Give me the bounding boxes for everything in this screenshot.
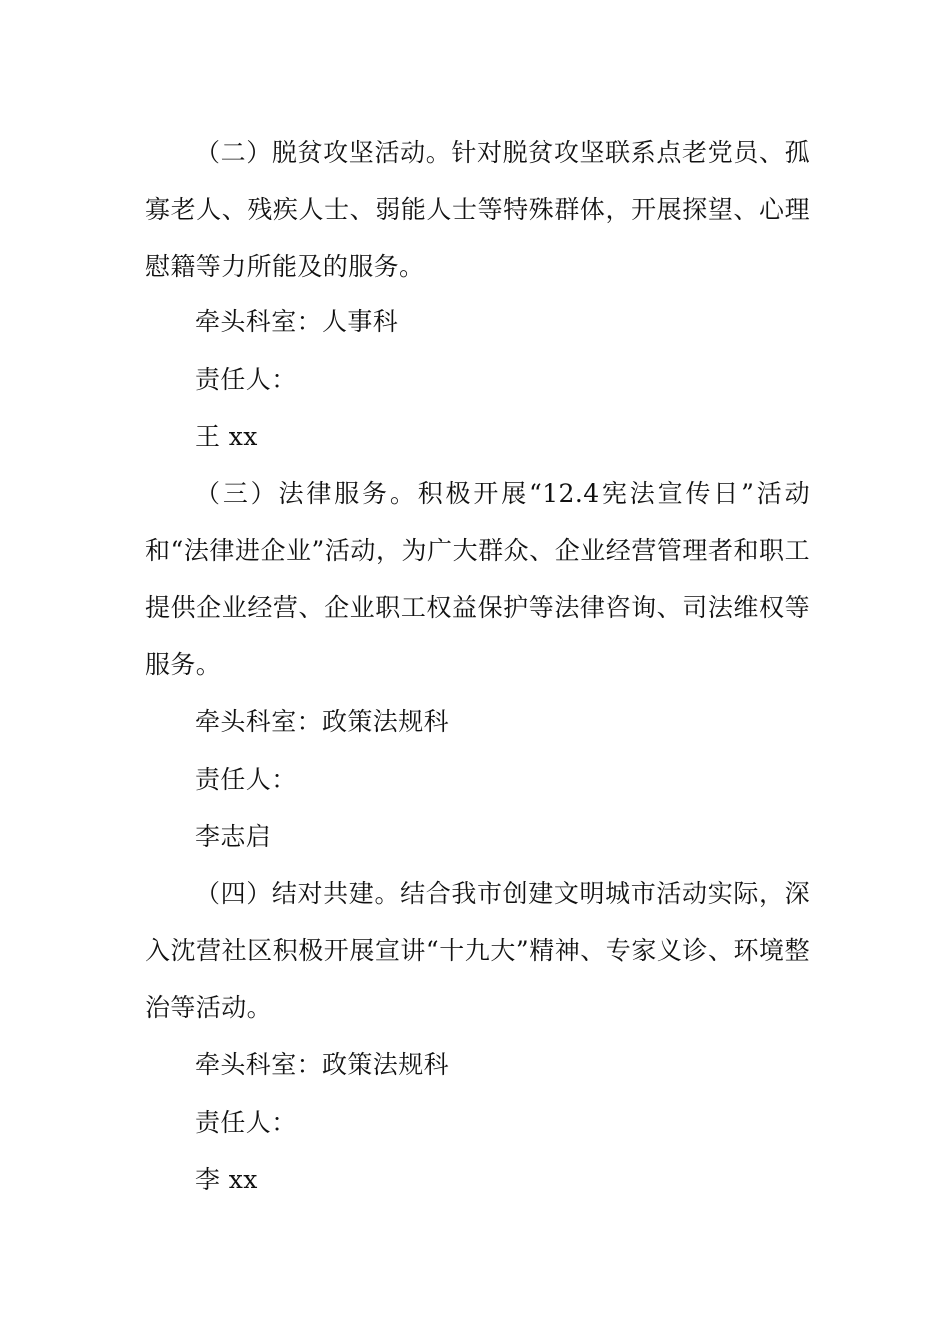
- section-4-paragraph: （四）结对共建。结合我市创建文明城市活动实际，深入沈营社区积极开展宣讲“十九大”精神、专家义诊、环境整治等活动。: [145, 879, 810, 1022]
- section-4-responsible-name: 李 xx: [195, 1165, 258, 1194]
- section-2-responsible-label: 责任人：: [195, 365, 297, 394]
- section-3-lead-dept: 牵头科室：政策法规科: [195, 707, 450, 736]
- section-2-lead-dept: 牵头科室：人事科: [195, 307, 399, 336]
- section-4-responsible-label: 责任人：: [195, 1108, 297, 1137]
- section-2-paragraph: （二）脱贫攻坚活动。针对脱贫攻坚联系点老党员、孤寡老人、残疾人士、弱能人士等特殊群体，开展探望、心理慰籍等力所能及的服务。: [145, 138, 810, 281]
- section-3-responsible-name: 李志启: [195, 822, 272, 851]
- section-4-lead-dept: 牵头科室：政策法规科: [195, 1050, 450, 1079]
- section-2-responsible-name: 王 xx: [195, 422, 258, 451]
- section-3-paragraph: （三）法律服务。积极开展“12.4宪法宣传日”活动和“法律进企业”活动，为广大群众、企业经营管理者和职工提供企业经营、企业职工权益保护等法律咨询、司法维权等服务。: [145, 479, 810, 679]
- section-3-responsible-label: 责任人：: [195, 765, 297, 794]
